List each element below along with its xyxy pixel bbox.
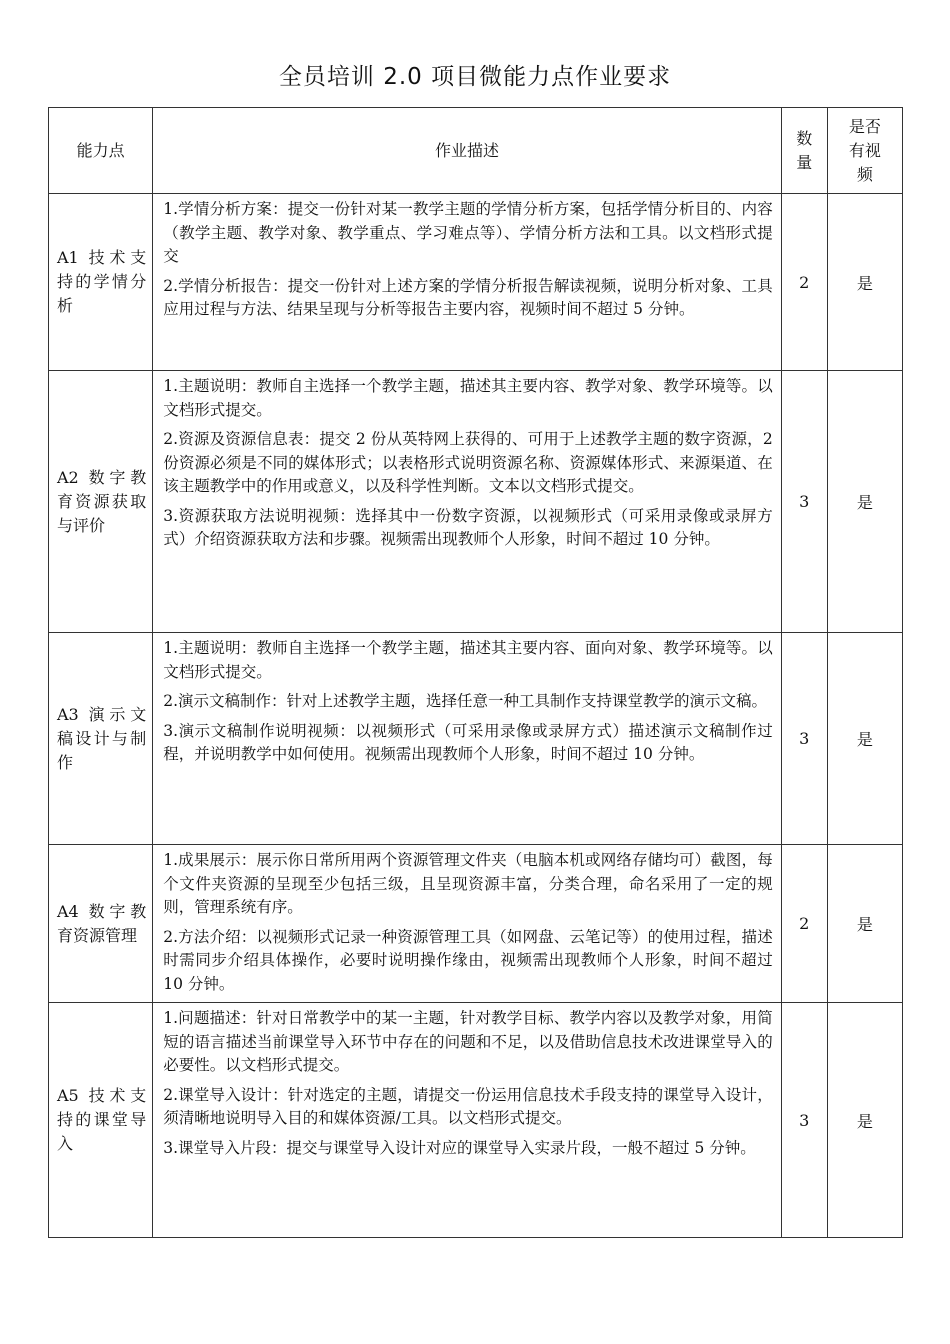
description-cell xyxy=(153,194,781,371)
description-cell xyxy=(153,371,781,633)
description-item: 1.主题说明：教师自主选择一个教学主题，描述其主要内容、教学对象、教学环境等。以文档形式提交。 xyxy=(163,377,773,419)
header-count: 数量 xyxy=(781,108,827,194)
header-video: 是否有视频 xyxy=(827,108,902,194)
description-item: 1.问题描述：针对日常教学中的某一主题，针对教学目标、教学内容以及教学对象，用简短的语言描述当前课堂导入环节中存在的问题和不足，以及借助信息技术改进课堂导入的必要性。以文档形式提交。 xyxy=(163,1009,773,1074)
page-title: 全员培训 2.0 项目微能力点作业要求 xyxy=(278,64,672,90)
count-cell: 3 xyxy=(781,1003,827,1238)
description-item: 3.资源获取方法说明视频：选择其中一份数字资源，以视频形式（可采用录像或录屏方式）介绍资源获取方法和步骤。视频需出现教师个人形象，时间不超过 10 分钟。 xyxy=(163,506,773,548)
video-cell: 是 xyxy=(827,194,902,371)
description-item: 2.方法介绍：以视频形式记录一种资源管理工具（如网盘、云笔记等）的使用过程，描述时需同步介绍具体操作，必要时说明操作缘由，视频需出现教师个人形象，时间不超过 10 分钟。 xyxy=(163,927,773,993)
table-row xyxy=(49,845,903,1003)
description-cell xyxy=(153,1003,781,1238)
ability-name: A2 数字教育资源获取与评价 xyxy=(49,371,153,633)
count-cell: 2 xyxy=(781,194,827,371)
table-row xyxy=(49,371,903,633)
description-item: 2.课堂导入设计：针对选定的主题，请提交一份运用信息技术手段支持的课堂导入设计，须清晰地说明导入目的和媒体资源/工具。以文档形式提交。 xyxy=(163,1085,773,1127)
description-item: 3.课堂导入片段：提交与课堂导入设计对应的课堂导入实录片段，一般不超过 5 分钟。 xyxy=(163,1138,756,1157)
requirements-table xyxy=(48,107,903,1238)
ability-name: A3 演示文稿设计与制作 xyxy=(49,633,153,845)
video-cell: 是 xyxy=(827,633,902,845)
description-cell xyxy=(153,633,781,845)
description-cell xyxy=(153,845,781,1003)
count-cell: 3 xyxy=(781,371,827,633)
description-item: 2.学情分析报告：提交一份针对上述方案的学情分析报告解读视频，说明分析对象、工具应用过程与方法、结果呈现与分析等报告主要内容，视频时间不超过 5 分钟。 xyxy=(163,276,773,318)
count-cell: 3 xyxy=(781,633,827,845)
description-item: 2.演示文稿制作：针对上述教学主题，选择任意一种工具制作支持课堂教学的演示文稿。 xyxy=(163,692,768,710)
table-row xyxy=(49,633,903,845)
description-item: 1.学情分析方案：提交一份针对某一教学主题的学情分析方案，包括学情分析目的、内容（教学主题、教学对象、教学重点、学习难点等）、学情分析方法和工具。以文档形式提交 xyxy=(163,200,773,265)
video-cell: 是 xyxy=(827,1003,902,1238)
description-item: 2.资源及资源信息表：提交 2 份从英特网上获得的、可用于上述教学主题的数字资源，2 份资源必须是不同的媒体形式；以表格形式说明资源名称、资源媒体形式、来源渠道、在该主题教学中的作用或意义，以及科学性判断。文本以文档形式提交。 xyxy=(163,430,773,495)
ability-name: A1 技术支持的学情分析 xyxy=(49,194,153,371)
count-cell: 2 xyxy=(781,845,827,1003)
description-item: 1.主题说明：教师自主选择一个教学主题，描述其主要内容、面向对象、教学环境等。以文档形式提交。 xyxy=(163,639,773,681)
header-row xyxy=(49,108,903,194)
ability-name: A5 技术支持的课堂导入 xyxy=(49,1003,153,1238)
video-cell: 是 xyxy=(827,845,902,1003)
table-row xyxy=(49,1003,903,1238)
video-cell: 是 xyxy=(827,371,902,633)
header-name: 能力点 xyxy=(49,108,153,194)
table-row xyxy=(49,194,903,371)
ability-name: A4 数字教育资源管理 xyxy=(49,845,153,1003)
header-desc: 作业描述 xyxy=(153,108,781,194)
description-item: 1.成果展示：展示你日常所用两个资源管理文件夹（电脑本机或网络存储均可）截图，每个文件夹资源的呈现至少包括三级，且呈现资源丰富，分类合理，命名采用了一定的规则，管理系统有序。 xyxy=(163,851,773,916)
description-item: 3.演示文稿制作说明视频：以视频形式（可采用录像或录屏方式）描述演示文稿制作过程，并说明教学中如何使用。视频需出现教师个人形象，时间不超过 10 分钟。 xyxy=(163,721,773,763)
